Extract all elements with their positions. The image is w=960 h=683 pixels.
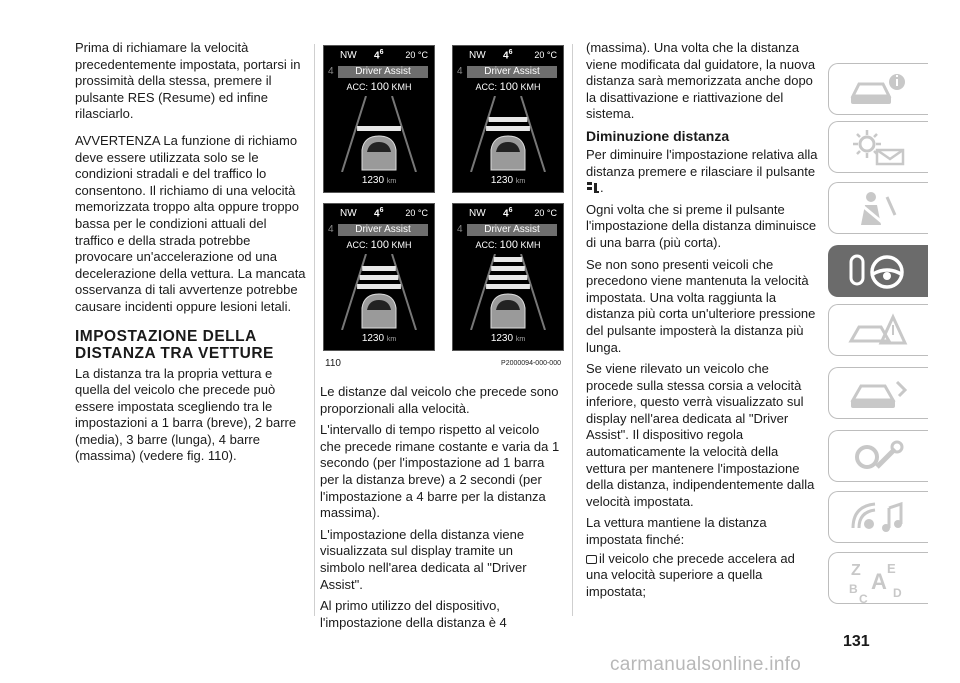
- text-column-3: [586, 40, 818, 605]
- own-vehicle-graphic: [491, 136, 525, 170]
- multimedia-icon: [847, 498, 909, 538]
- outside-temperature: 20 °C: [534, 208, 557, 218]
- distance-bars-count: 4: [328, 224, 334, 235]
- cluster-display-panel: [452, 203, 564, 351]
- gear-indicator: $4^6$: [503, 207, 513, 220]
- paragraph-no-vehicles: Se non sono presenti veicoli che precedono viene mantenuta la velocità impostata. Una volta raggiunta la distanza più corta un'ulteriore pressione del pulsante imposterà la distanza più lunga.: [586, 256, 816, 355]
- odometer-readout: 1230 km: [361, 175, 397, 186]
- tab-index[interactable]: [828, 552, 928, 604]
- car-info-icon: [847, 70, 909, 110]
- driver-assist-bar: [328, 224, 430, 236]
- driver-assist-label: Driver Assist: [467, 224, 557, 236]
- own-vehicle-graphic: [491, 294, 525, 328]
- road-distance-graphic: [338, 96, 420, 172]
- sun-envelope-icon: [847, 128, 909, 168]
- distance-button-icon: [586, 181, 600, 195]
- car-bullet-icon: [586, 555, 597, 564]
- paragraph-first-use: Al primo utilizzo del dispositivo, l'impostazione della distanza è 4: [320, 598, 507, 630]
- paragraph-memorized: (massima). Una volta che la distanza viene modificata dal guidatore, la nuova distanza sarà memorizzata anche dopo la disattivazione e riattivazione del sistema.: [586, 40, 816, 122]
- paragraph-resume: Prima di richiamare la velocità precedentemente impostata, portarsi in prossimità della stessa, premere il pulsante RES (Resume) ed infine rilasciarlo.: [75, 40, 301, 122]
- paragraph-warning: AVVERTENZA La funzione di richiamo deve essere utilizzata solo se le condizioni stradali e del traffico lo consentono. Il richiamo di una velocità memorizzata troppo alta oppure troppo bassa per le condizioni attuali del traffico e della strada potrebbe provocare un'accelerazione od una decelerazione della vettura. La mancata osservanza di tali avvertenze potrebbe causare incidenti oppure lesioni letali.: [75, 132, 306, 314]
- figure-110: [323, 45, 563, 370]
- outside-temperature: 20 °C: [534, 50, 557, 60]
- distance-bars-count: 4: [457, 224, 463, 235]
- compass-heading: NW: [340, 208, 357, 219]
- tab-specs[interactable]: [828, 430, 928, 482]
- seat-belt-icon: [847, 189, 909, 229]
- driver-assist-label: Driver Assist: [467, 66, 557, 78]
- odometer-readout: 1230 km: [361, 333, 397, 344]
- cluster-top-row: [457, 207, 559, 221]
- distance-bars-count: 4: [457, 66, 463, 77]
- outside-temperature: 20 °C: [405, 50, 428, 60]
- subheading-decrease: Diminuzione distanza: [586, 127, 730, 144]
- car-service-icon: [847, 374, 909, 414]
- driver-assist-bar: [457, 66, 559, 78]
- bullet-item: il veicolo che precede accelera ad una velocità superiore a quella impostata;: [586, 550, 795, 599]
- svg-text:D: D: [893, 586, 902, 600]
- acc-speed-readout: ACC: 100 KMH: [475, 81, 541, 93]
- distance-bar: [360, 275, 399, 280]
- acc-speed-readout: ACC: 100 KMH: [346, 81, 412, 93]
- compass-heading: NW: [469, 208, 486, 219]
- key-steering-wheel-icon: [847, 252, 909, 292]
- paragraph-maintains: La vettura mantiene la distanza impostata finché:: [586, 515, 767, 548]
- watermark: carmanualsonline.info: [610, 654, 802, 675]
- paragraph-vehicle-detected: Se viene rilevato un veicolo che procede sulla stessa corsia a velocità inferiore, questo verrà visualizzato sul display nell'area dedicata al "Driver Assist". Il dispositivo regola automaticamente la velocità della vettura per mantenere l'impostazione della distanza, indipendentemente dalla velocità impostata.: [586, 361, 815, 509]
- own-vehicle-graphic: [362, 294, 396, 328]
- tab-multimedia[interactable]: [828, 491, 928, 543]
- paragraph-display: L'impostazione della distanza viene visualizzata sul display tramite un simbolo nell'area dedicata al "Driver Assist".: [320, 526, 527, 592]
- gear-indicator: $4^6$: [374, 49, 384, 62]
- road-distance-graphic: [338, 254, 420, 330]
- tab-dashboard[interactable]: [828, 63, 928, 115]
- acc-speed-readout: ACC: 100 KMH: [475, 239, 541, 251]
- wrench-gear-icon: [847, 437, 909, 477]
- figure-number: 110: [325, 358, 341, 369]
- distance-bars-count: 4: [328, 66, 334, 77]
- distance-bar: [489, 117, 528, 122]
- svg-text:E: E: [887, 561, 896, 576]
- figure-code: P2000094-000-000: [501, 360, 561, 367]
- road-distance-graphic: [467, 254, 549, 330]
- outside-temperature: 20 °C: [405, 208, 428, 218]
- odometer-readout: 1230 km: [490, 175, 526, 186]
- gear-indicator: $4^6$: [374, 207, 384, 220]
- own-vehicle-graphic: [362, 136, 396, 170]
- acc-speed-readout: ACC: 100 KMH: [346, 239, 412, 251]
- driver-assist-label: Driver Assist: [338, 224, 428, 236]
- distance-bar: [494, 257, 523, 262]
- cluster-top-row: [328, 207, 430, 221]
- tab-safety[interactable]: [828, 121, 928, 173]
- cluster-top-row: [457, 49, 559, 63]
- distance-bar: [489, 275, 528, 280]
- cluster-top-row: [328, 49, 430, 63]
- text-column-1: [75, 40, 307, 470]
- distance-bar: [486, 126, 530, 131]
- distance-bar: [486, 284, 530, 289]
- tab-emergency[interactable]: [828, 304, 928, 356]
- driver-assist-bar: [457, 224, 559, 236]
- tab-driving[interactable]: [828, 245, 928, 297]
- tab-maintenance[interactable]: [828, 367, 928, 419]
- cluster-display-panel: [323, 45, 435, 193]
- paragraph-interval: L'intervallo di tempo rispetto al veicolo che precede rimane costante e varia da 1 secondo (per l'impostazione ad 1 barra per la distanza breve) a 2 secondi (per l'impostazione a 4 barre per la distanza massima).: [320, 422, 560, 521]
- cluster-display-panel: [452, 45, 564, 193]
- paragraph-proportional: Le distanze dal veicolo che precede sono proporzionali alla velocità.: [320, 384, 559, 416]
- column-divider: [572, 44, 573, 616]
- cluster-display-panel: [323, 203, 435, 351]
- svg-text:C: C: [859, 592, 868, 605]
- distance-bar: [362, 266, 396, 271]
- svg-text:B: B: [849, 582, 858, 596]
- road-distance-graphic: [467, 96, 549, 172]
- svg-text:A: A: [871, 569, 887, 594]
- odometer-readout: 1230 km: [490, 333, 526, 344]
- section-heading-distance: IMPOSTAZIONE DELLA DISTANZA TRA VETTURE: [75, 327, 274, 362]
- warning-car-icon: [847, 311, 909, 351]
- paragraph-distance-settings: La distanza tra la propria vettura e quella del veicolo che precede può essere impostata scegliendo tra le impostazioni a 1 barra (breve), 2 barre (media), 3 barre (lunga), 4 barre (massima) (vedere fig. 110).: [75, 365, 297, 464]
- driver-assist-label: Driver Assist: [338, 66, 428, 78]
- compass-heading: NW: [340, 50, 357, 61]
- page-number: 131: [843, 633, 870, 650]
- svg-text:Z: Z: [851, 562, 861, 579]
- alphabet-index-icon: [847, 559, 909, 605]
- tab-seat[interactable]: [828, 182, 928, 234]
- distance-bar: [491, 266, 525, 271]
- paragraph-each-press: Ogni volta che si preme il pulsante l'impostazione della distanza diminuisce di una barra (più corta).: [586, 201, 817, 250]
- paragraph-decrease: Per diminuire l'impostazione relativa alla distanza premere e rilasciare il pulsante .: [586, 146, 818, 196]
- text-column-2: [320, 384, 560, 636]
- driver-assist-bar: [328, 66, 430, 78]
- column-divider: [314, 44, 315, 616]
- gear-indicator: $4^6$: [503, 49, 513, 62]
- distance-bar: [357, 126, 401, 131]
- compass-heading: NW: [469, 50, 486, 61]
- distance-bar: [357, 284, 401, 289]
